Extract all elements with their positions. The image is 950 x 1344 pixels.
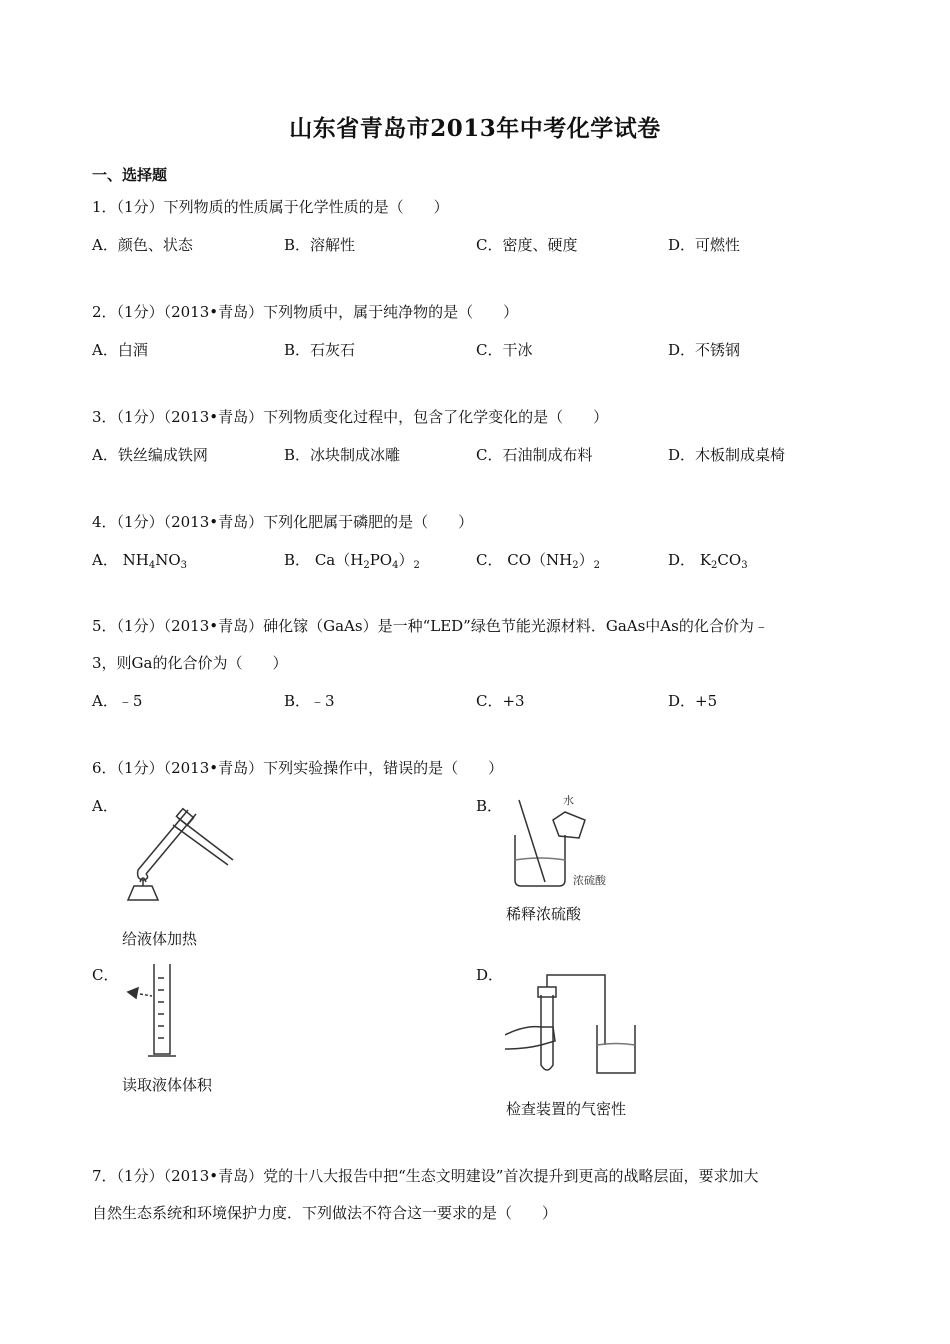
exam-title: 山东省青岛市2013年中考化学试卷 xyxy=(289,115,661,142)
section-heading: 一、选择题 xyxy=(92,166,168,184)
option-c[interactable]: C． $CO(NH_2)_2$ xyxy=(476,551,601,571)
option-c[interactable]: C．干冰 xyxy=(476,341,533,359)
option-b[interactable]: B． xyxy=(476,797,503,815)
diluting-acid-figure xyxy=(505,790,625,900)
option-a[interactable]: A．﹣5 xyxy=(92,692,143,710)
question-7-stem-line1: 7．（1分）（2013•青岛）党的十八大报告中把“生态文明建设”首次提升到更高的战略层面，要求加大 xyxy=(92,1167,759,1185)
heating-liquid-figure xyxy=(118,800,238,910)
question-4-options xyxy=(92,549,862,573)
option-c[interactable]: C． xyxy=(92,966,119,984)
option-c[interactable]: C．石油制成布料 xyxy=(476,446,593,464)
option-a[interactable]: A．颜色、状态 xyxy=(92,236,193,254)
question-2-options xyxy=(92,339,862,363)
question-4-stem: 4．（1分）（2013•青岛）下列化肥属于磷肥的是（ ） xyxy=(92,513,474,531)
question-5-stem-line2: 3，则Ga的化合价为（ ） xyxy=(92,654,288,672)
option-d[interactable]: D． $K_2CO_3$ xyxy=(668,551,748,571)
option-d[interactable]: D．可燃性 xyxy=(668,236,741,254)
option-a[interactable]: A．铁丝编成铁网 xyxy=(92,446,208,464)
option-d[interactable]: D． xyxy=(476,966,504,984)
option-a[interactable]: A．白酒 xyxy=(92,341,148,359)
option-b[interactable]: B．溶解性 xyxy=(284,236,356,254)
question-1-options xyxy=(92,234,862,258)
caption-a: 给液体加热 xyxy=(122,930,198,948)
question-3-options xyxy=(92,444,862,468)
option-b[interactable]: B．﹣3 xyxy=(284,692,335,710)
question-7-stem-line2: 自然生态系统和环境保护力度．下列做法不符合这一要求的是（ ） xyxy=(92,1204,558,1222)
option-d[interactable]: D．+5 xyxy=(668,692,718,710)
caption-d: 检查装置的气密性 xyxy=(506,1100,627,1118)
caption-c: 读取液体体积 xyxy=(122,1076,213,1094)
reading-volume-figure xyxy=(118,958,198,1063)
option-b[interactable]: B．石灰石 xyxy=(284,341,356,359)
option-c[interactable]: C．+3 xyxy=(476,692,525,710)
question-2-stem: 2．（1分）（2013•青岛）下列物质中，属于纯净物的是（ ） xyxy=(92,303,519,321)
question-6-stem: 6．（1分）（2013•青岛）下列实验操作中，错误的是（ ） xyxy=(92,759,504,777)
option-b[interactable]: B．冰块制成冰雕 xyxy=(284,446,401,464)
option-d[interactable]: D．木板制成桌椅 xyxy=(668,446,786,464)
option-b[interactable]: B． $Ca(H_2PO_4)_2$ xyxy=(284,551,420,571)
option-c[interactable]: C．密度、硬度 xyxy=(476,236,578,254)
option-a[interactable]: A． xyxy=(92,797,118,815)
question-1-stem: 1．（1分）下列物质的性质属于化学性质的是（ ） xyxy=(92,198,449,216)
question-3-stem: 3．（1分）（2013•青岛）下列物质变化过程中，包含了化学变化的是（ ） xyxy=(92,408,609,426)
airtightness-check-figure xyxy=(505,965,645,1085)
label-water: 水 xyxy=(563,794,574,807)
caption-b: 稀释浓硫酸 xyxy=(506,905,582,923)
option-d[interactable]: D．不锈钢 xyxy=(668,341,741,359)
question-5-options xyxy=(92,690,862,714)
label-sulfuric-acid: 浓硫酸 xyxy=(573,874,606,887)
option-a[interactable]: A． $NH_4NO_3$ xyxy=(92,551,188,571)
question-5-stem-line1: 5．（1分）（2013•青岛）砷化镓（GaAs）是一种“LED”绿色节能光源材料．GaAs中As的化合价为﹣ xyxy=(92,617,769,635)
